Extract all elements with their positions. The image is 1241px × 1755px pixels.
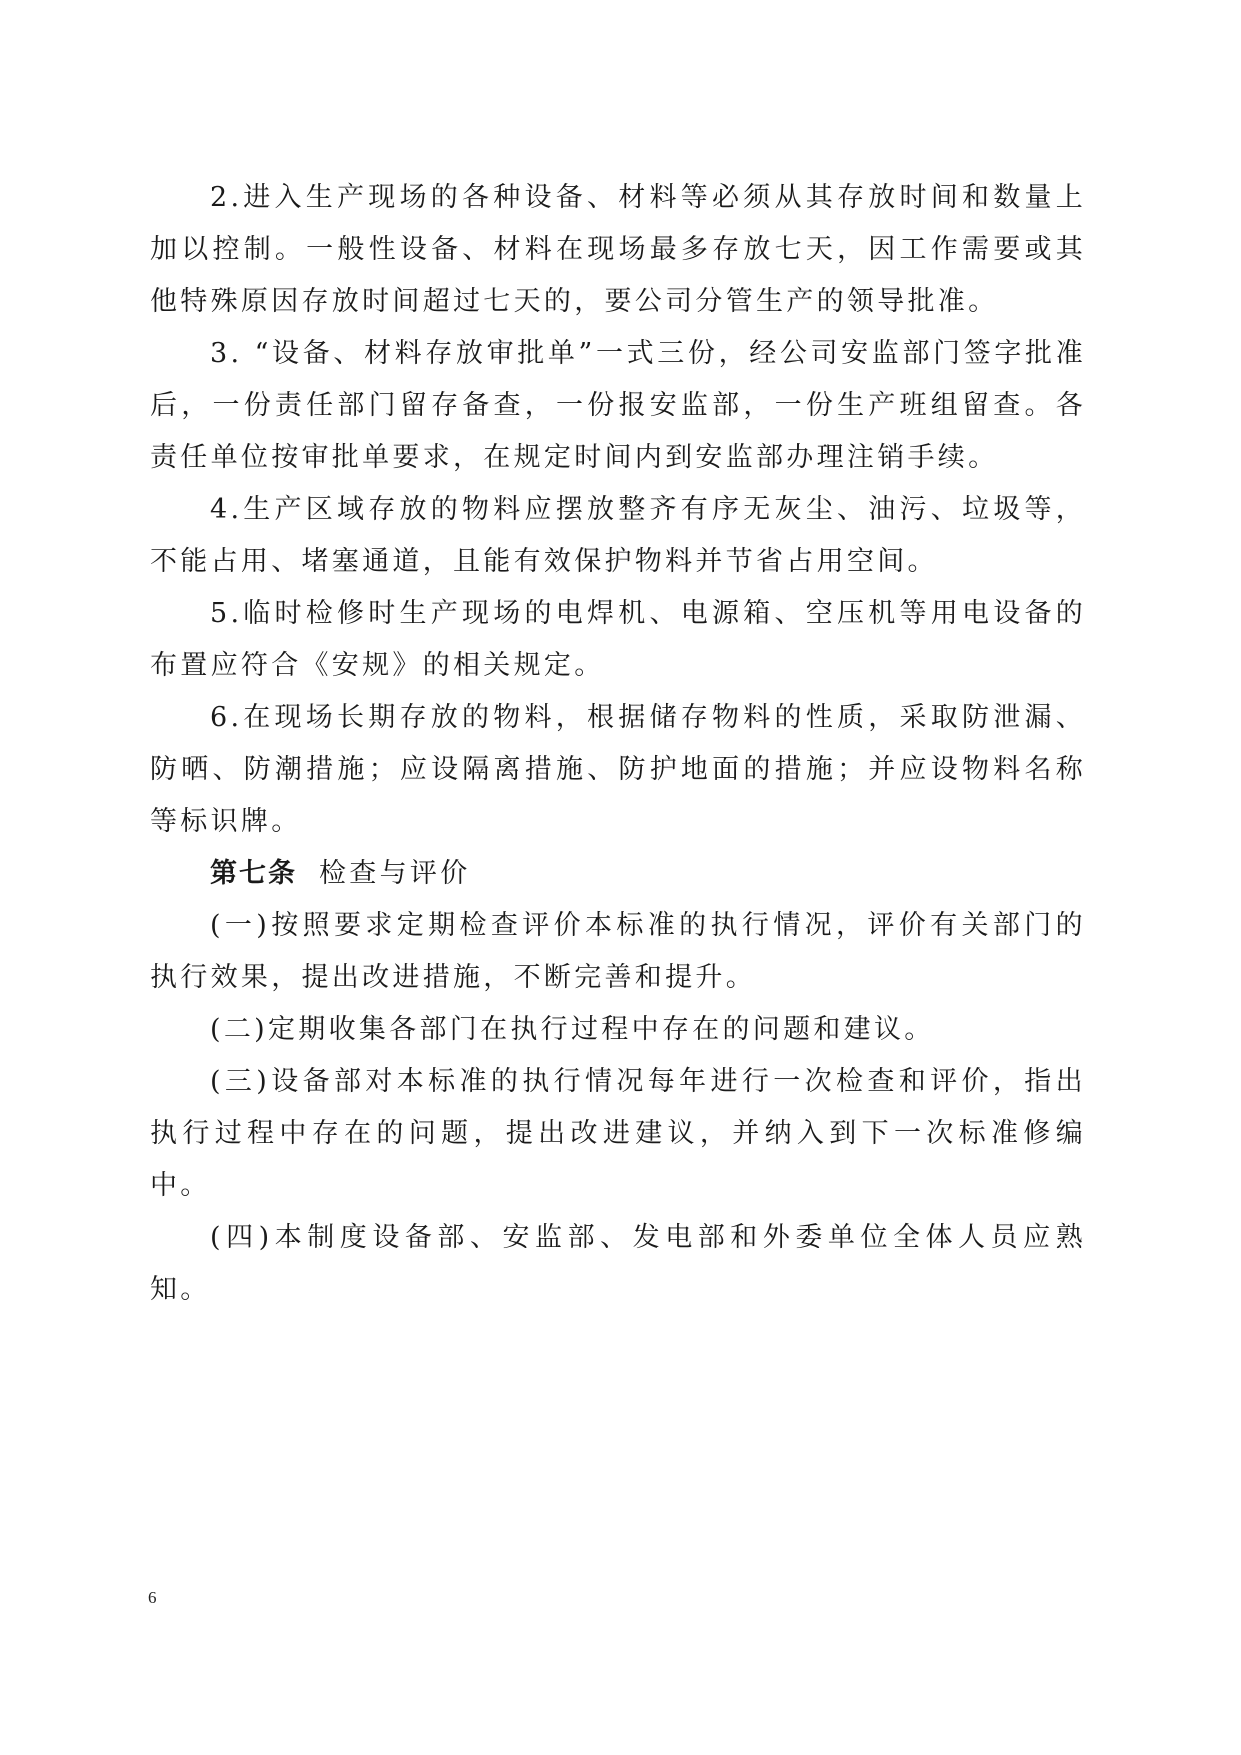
page-number: 6 [148,1588,157,1607]
article-item-4: (四)本制度设备部、安监部、发电部和外委单位全体人员应熟知。 [150,1222,1086,1305]
paragraph-item-5: 5.临时检修时生产现场的电焊机、电源箱、空压机等用电设备的布置应符合《安规》的相关规定。 [150,598,1086,681]
paragraph-item-4: 4.生产区域存放的物料应摆放整齐有序无灰尘、油污、垃圾等，不能占用、堵塞通道，且能有效保护物料并节省占用空间。 [150,494,1086,577]
document-body [150,172,1086,1316]
article-item-1: (一)按照要求定期检查评价本标准的执行情况，评价有关部门的执行效果，提出改进措施，不断完善和提升。 [150,910,1086,993]
article-heading [150,848,1086,900]
article-title: 检查与评价 [319,858,471,889]
article-number: 第七条 [210,858,297,889]
article-item-3: (三)设备部对本标准的执行情况每年进行一次检查和评价，指出执行过程中存在的问题，提出改进建议，并纳入到下一次标准修编中。 [150,1066,1086,1201]
paragraph-item-3: 3. “设备、材料存放审批单”一式三份，经公司安监部门签字批准后，一份责任部门留存备查，一份报安监部，一份生产班组留查。各责任单位按审批单要求，在规定时间内到安监部办理注销手续。 [150,338,1086,473]
article-item-2: (二)定期收集各部门在执行过程中存在的问题和建议。 [210,1014,935,1045]
paragraph-item-2: 2.进入生产现场的各种设备、材料等必须从其存放时间和数量上加以控制。一般性设备、材料在现场最多存放七天，因工作需要或其他特殊原因存放时间超过七天的，要公司分管生产的领导批准。 [150,182,1086,317]
paragraph-item-6: 6.在现场长期存放的物料，根据储存物料的性质，采取防泄漏、防晒、防潮措施；应设隔离措施、防护地面的措施；并应设物料名称等标识牌。 [150,702,1086,837]
